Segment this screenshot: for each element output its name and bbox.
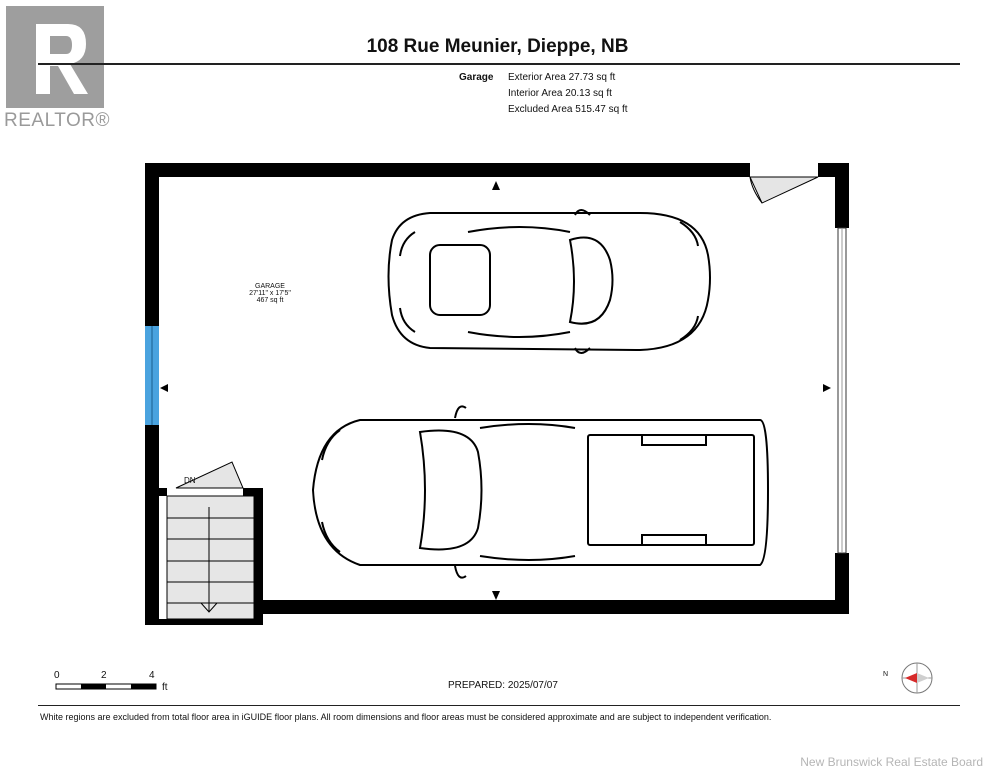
- scale-tick-2: 2: [101, 670, 107, 681]
- excluded-area: Excluded Area 515.47 sq ft: [508, 104, 628, 115]
- scale-tick-4: 4: [149, 670, 155, 681]
- area-summary-label: Garage: [459, 72, 494, 83]
- stairs-down-label: DN: [184, 476, 196, 485]
- door-swing-top-right: [750, 177, 818, 203]
- room-label: [240, 283, 300, 304]
- scale-unit: ft: [162, 682, 168, 693]
- page-title: 108 Rue Meunier, Dieppe, NB: [366, 36, 629, 57]
- room-area: 467 sq ft: [256, 297, 284, 304]
- scale-bar: [56, 684, 156, 689]
- watermark-board: New Brunswick Real Estate Board: [800, 755, 983, 769]
- car-sedan-icon: [389, 210, 711, 353]
- room-dimensions: 27'11" x 17'5": [249, 290, 291, 297]
- scale-tick-0: 0: [54, 670, 60, 681]
- compass-icon: [895, 661, 937, 695]
- prepared-date: PREPARED: 2025/07/07: [448, 680, 558, 691]
- footer-disclaimer: White regions are excluded from total floor area in iGUIDE floor plans. All room dimensions and floor areas must be considered approximate and are subject to independent verification.: [40, 712, 772, 722]
- compass-label: N: [883, 671, 889, 678]
- exterior-area: Exterior Area 27.73 sq ft: [508, 72, 616, 83]
- room-name: GARAGE: [255, 283, 285, 290]
- stairs: [167, 496, 254, 619]
- realtor-logo-text: REALTOR®: [4, 110, 110, 131]
- car-pickup-icon: [313, 406, 768, 577]
- interior-area: Interior Area 20.13 sq ft: [508, 88, 612, 99]
- footer-divider: [38, 705, 960, 706]
- garage-door-opening: [838, 228, 846, 553]
